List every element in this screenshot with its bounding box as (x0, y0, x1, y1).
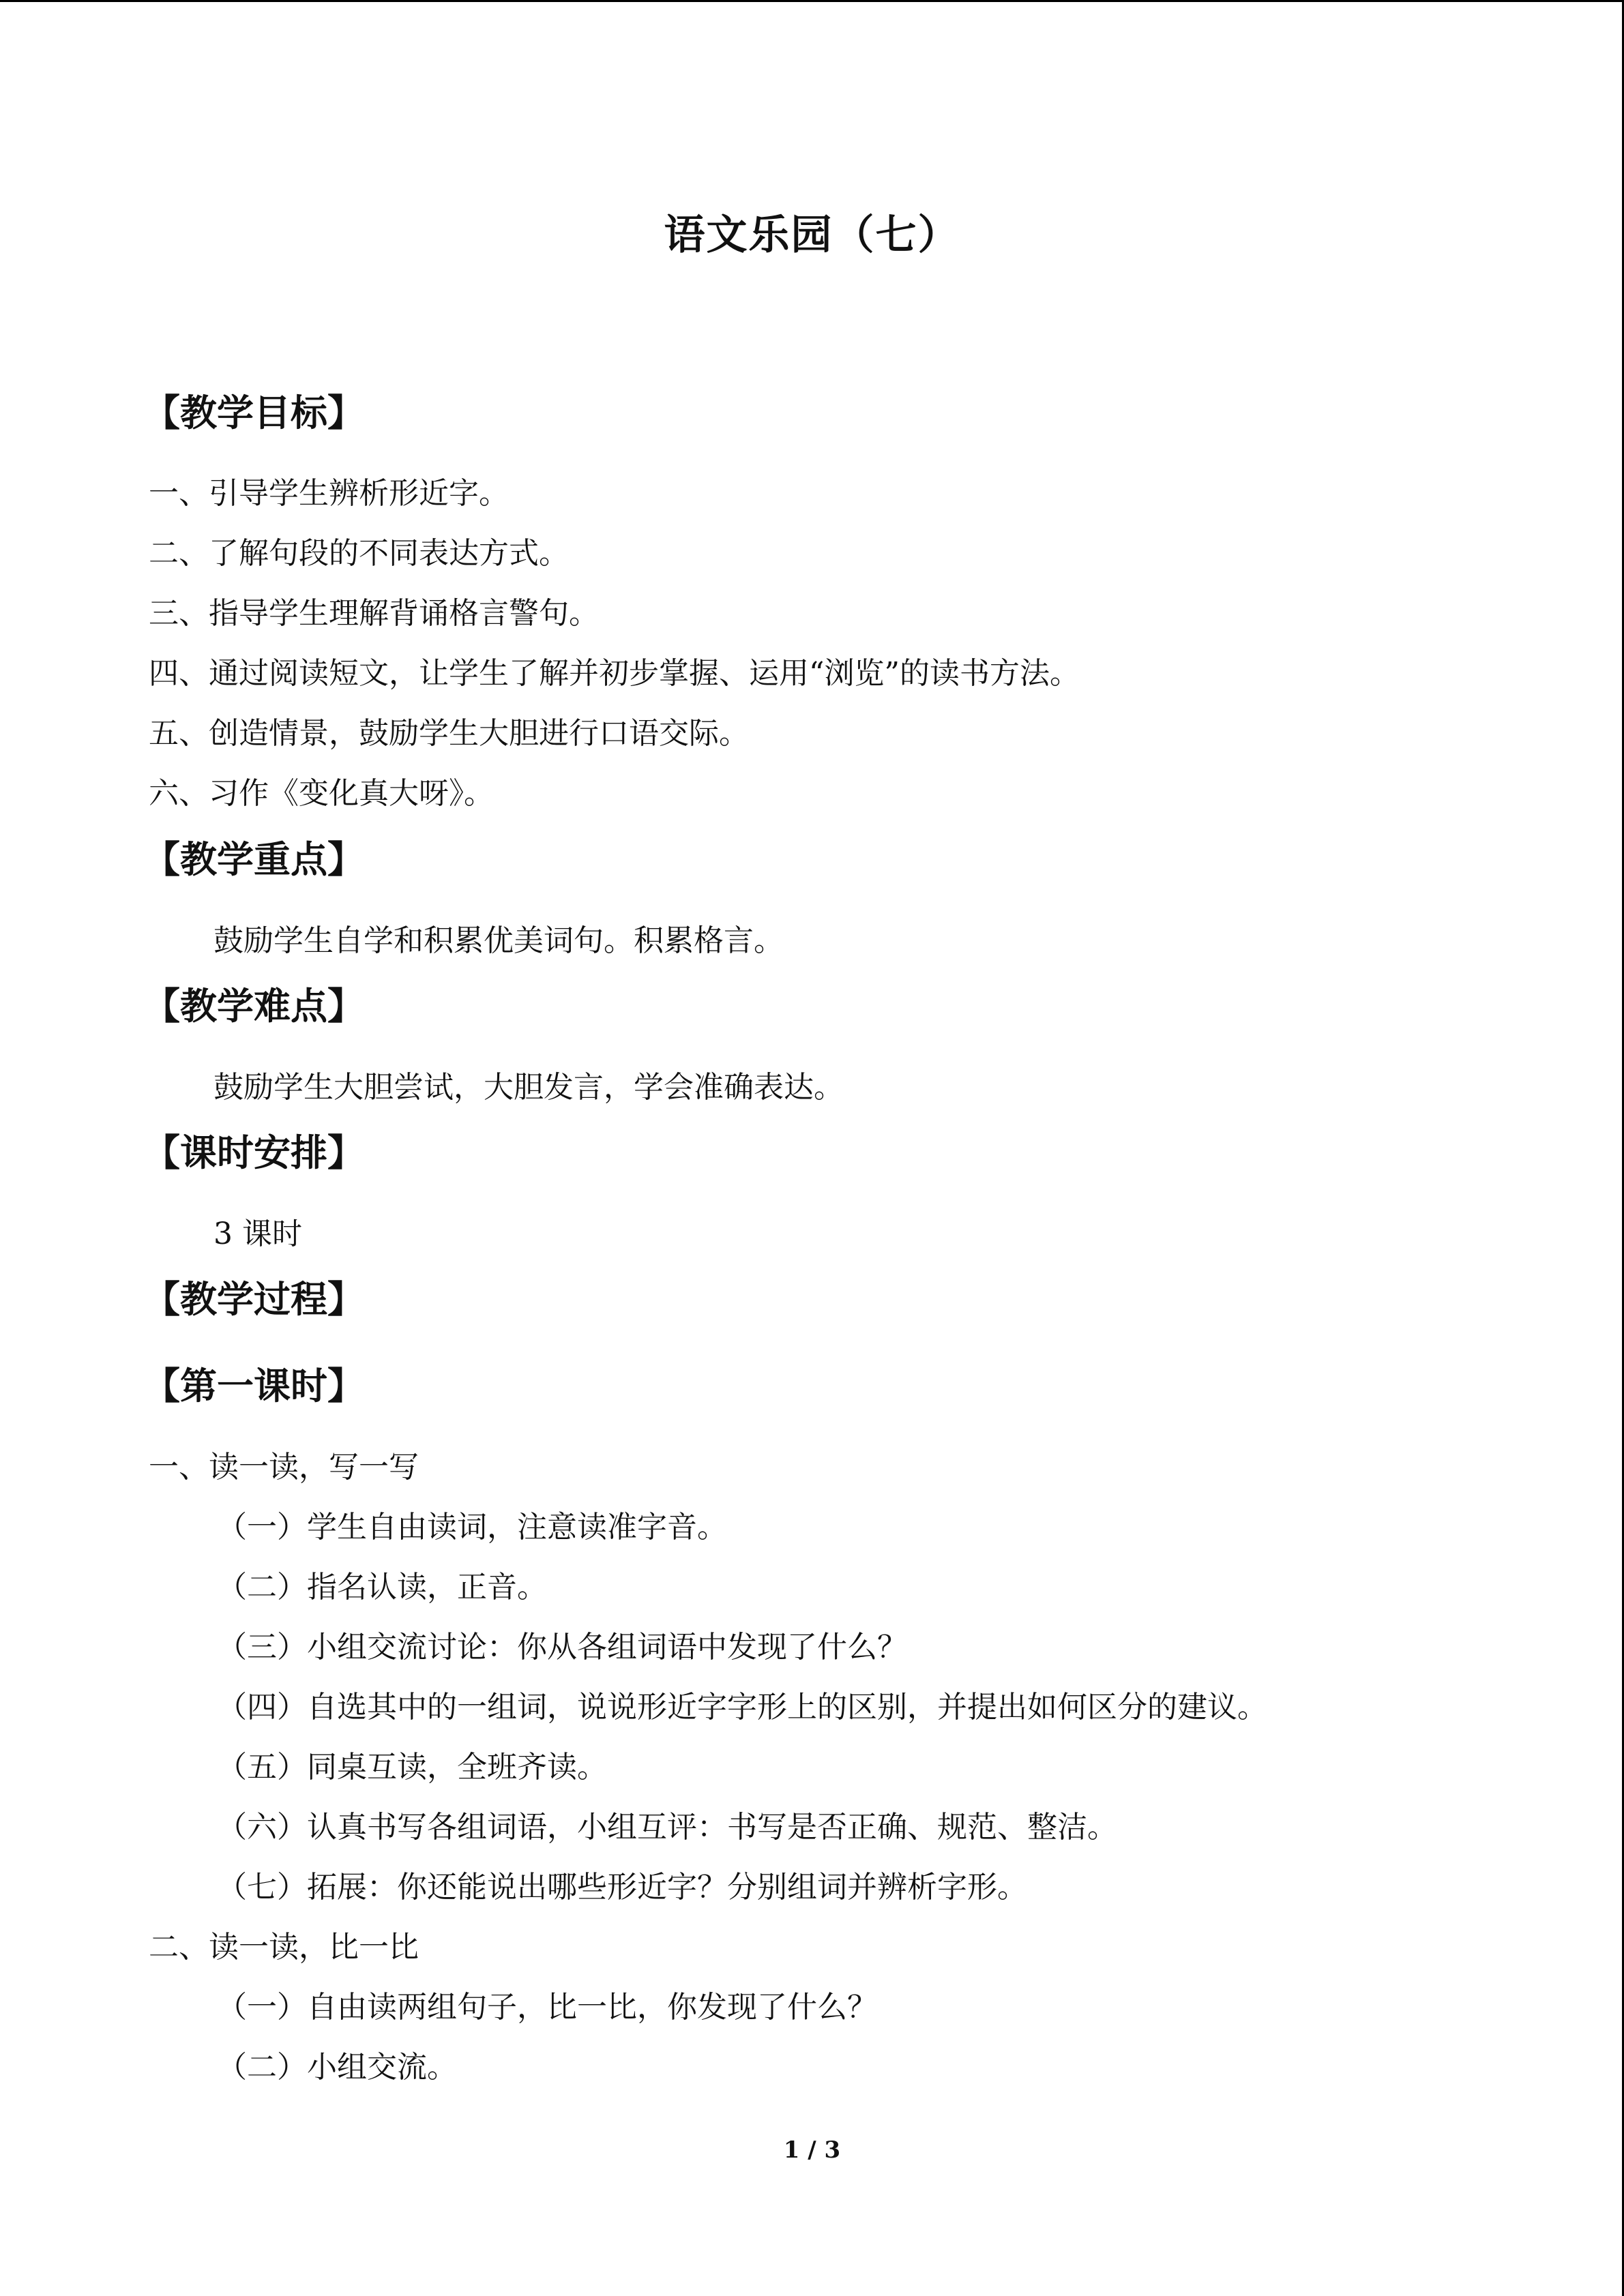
objective-item: 四、通过阅读短文，让学生了解并初步掌握、运用“浏览”的读书方法。 (149, 656, 1080, 691)
part-1-step: （四）自选其中的一组词，说说形近字字形上的区别，并提出如何区分的建议。 (217, 1690, 1267, 1725)
difficulties-text: 鼓励学生大胆尝试，大胆发言，学会准确表达。 (213, 1070, 844, 1105)
part-1-step: （五）同桌互读，全班齐读。 (217, 1750, 607, 1785)
page-number: 1 / 3 (783, 2136, 841, 2164)
schedule-text: 3 课时 (213, 1217, 302, 1251)
section-heading-schedule: 【课时安排】 (143, 1131, 364, 1174)
part-2-title: 二、读一读，比一比 (149, 1930, 419, 1965)
objective-item: 一、引导学生辨析形近字。 (149, 476, 509, 511)
section-heading-process: 【教学过程】 (143, 1277, 364, 1321)
part-1-step: （二）指名认读，正音。 (217, 1570, 547, 1605)
page-top-border (0, 0, 1624, 2)
section-heading-key-points: 【教学重点】 (143, 837, 364, 881)
section-heading-objectives: 【教学目标】 (143, 391, 364, 434)
part-1-step: （六）认真书写各组词语，小组互评：书写是否正确、规范、整洁。 (217, 1810, 1117, 1845)
objective-item: 六、习作《变化真大呀》。 (149, 776, 494, 811)
section-heading-lesson-1: 【第一课时】 (143, 1364, 364, 1407)
part-1-title: 一、读一读，写一写 (149, 1450, 419, 1485)
key-points-text: 鼓励学生自学和积累优美词句。积累格言。 (213, 923, 784, 958)
objective-item: 五、创造情景，鼓励学生大胆进行口语交际。 (149, 716, 749, 751)
part-1-step: （七）拓展：你还能说出哪些形近字？分别组词并辨析字形。 (217, 1870, 1027, 1905)
part-1-step: （三）小组交流讨论：你从各组词语中发现了什么？ (217, 1630, 907, 1665)
objective-item: 二、了解句段的不同表达方式。 (149, 536, 569, 571)
part-2-step: （二）小组交流。 (217, 2050, 457, 2085)
document-title: 语文乐园（七） (664, 211, 960, 259)
section-heading-difficulties: 【教学难点】 (143, 984, 364, 1028)
objective-item: 三、指导学生理解背诵格言警句。 (149, 596, 599, 631)
part-1-step: （一）学生自由读词，注意读准字音。 (217, 1510, 727, 1545)
part-2-step: （一）自由读两组句子，比一比，你发现了什么？ (217, 1990, 877, 2025)
